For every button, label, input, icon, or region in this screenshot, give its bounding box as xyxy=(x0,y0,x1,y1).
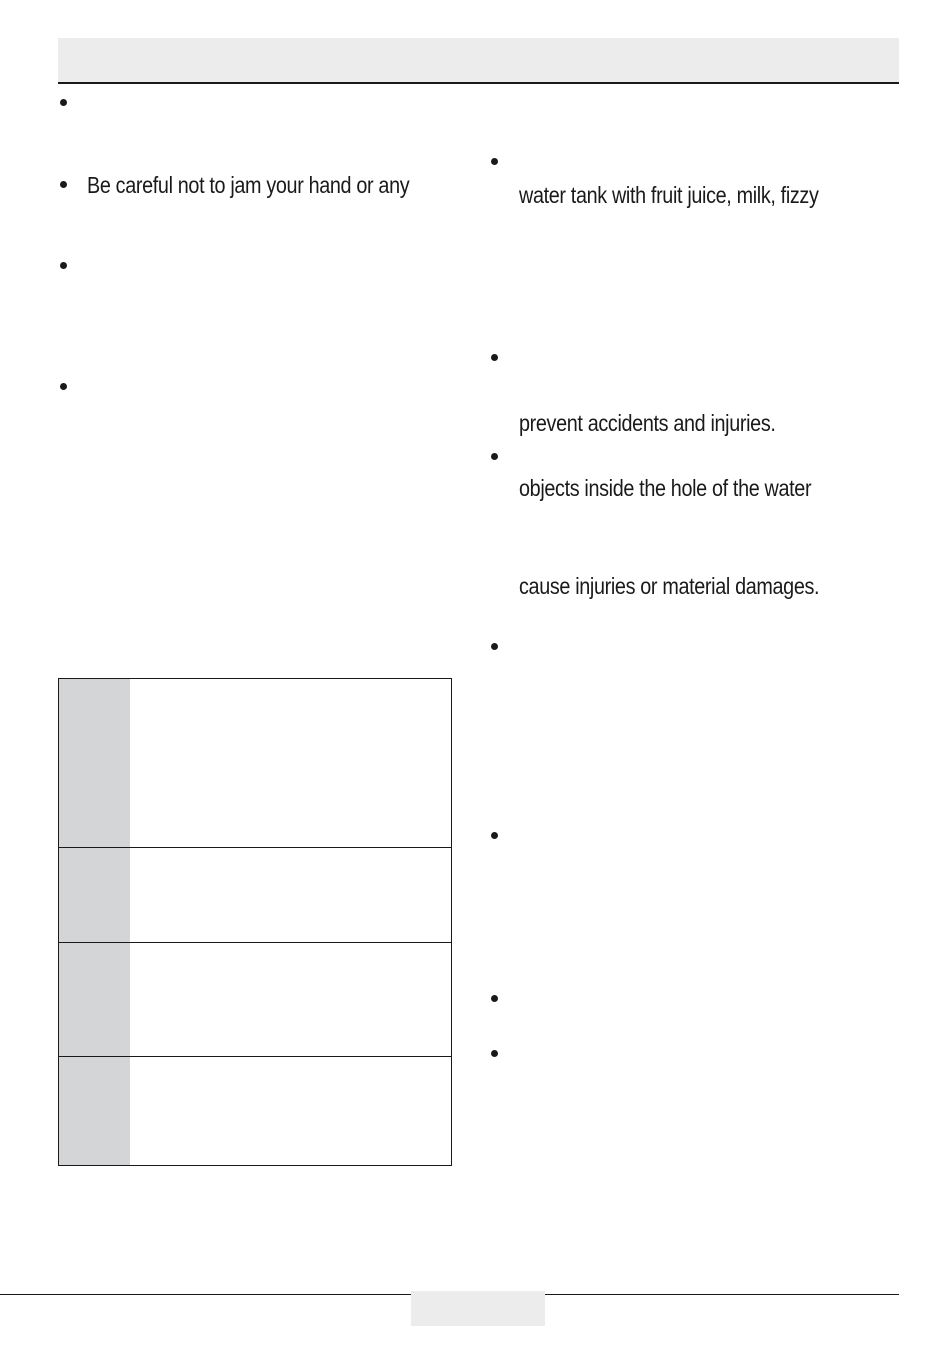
table-row xyxy=(59,1056,451,1165)
table-label-cell xyxy=(59,848,130,942)
warning-table xyxy=(58,678,452,1166)
bullet-icon xyxy=(491,995,501,1005)
bullet-icon xyxy=(491,1050,501,1060)
table-row xyxy=(59,942,451,1056)
bullet-icon xyxy=(60,99,70,109)
right-item-text: cause injuries or material damages. xyxy=(519,573,820,599)
table-label-cell xyxy=(59,679,130,847)
bullet-icon xyxy=(491,354,501,364)
bullet-icon xyxy=(491,832,501,842)
right-item-text: objects inside the hole of the water xyxy=(519,475,812,501)
right-item-text: prevent accidents and injuries. xyxy=(519,410,776,436)
table-row xyxy=(59,847,451,942)
bullet-icon xyxy=(491,643,501,653)
bullet-icon xyxy=(491,453,501,463)
table-label-cell xyxy=(59,1057,130,1165)
bullet-icon xyxy=(60,181,70,191)
bullet-icon xyxy=(60,262,70,272)
table-label-cell xyxy=(59,943,130,1056)
bullet-icon xyxy=(491,158,501,168)
right-item-text: water tank with fruit juice, milk, fizzy xyxy=(519,182,819,208)
table-row xyxy=(59,679,451,847)
page-number-tab xyxy=(411,1291,545,1326)
bullet-icon xyxy=(60,383,70,393)
left-item-text: Be careful not to jam your hand or any xyxy=(87,172,410,198)
header-band xyxy=(58,38,899,84)
